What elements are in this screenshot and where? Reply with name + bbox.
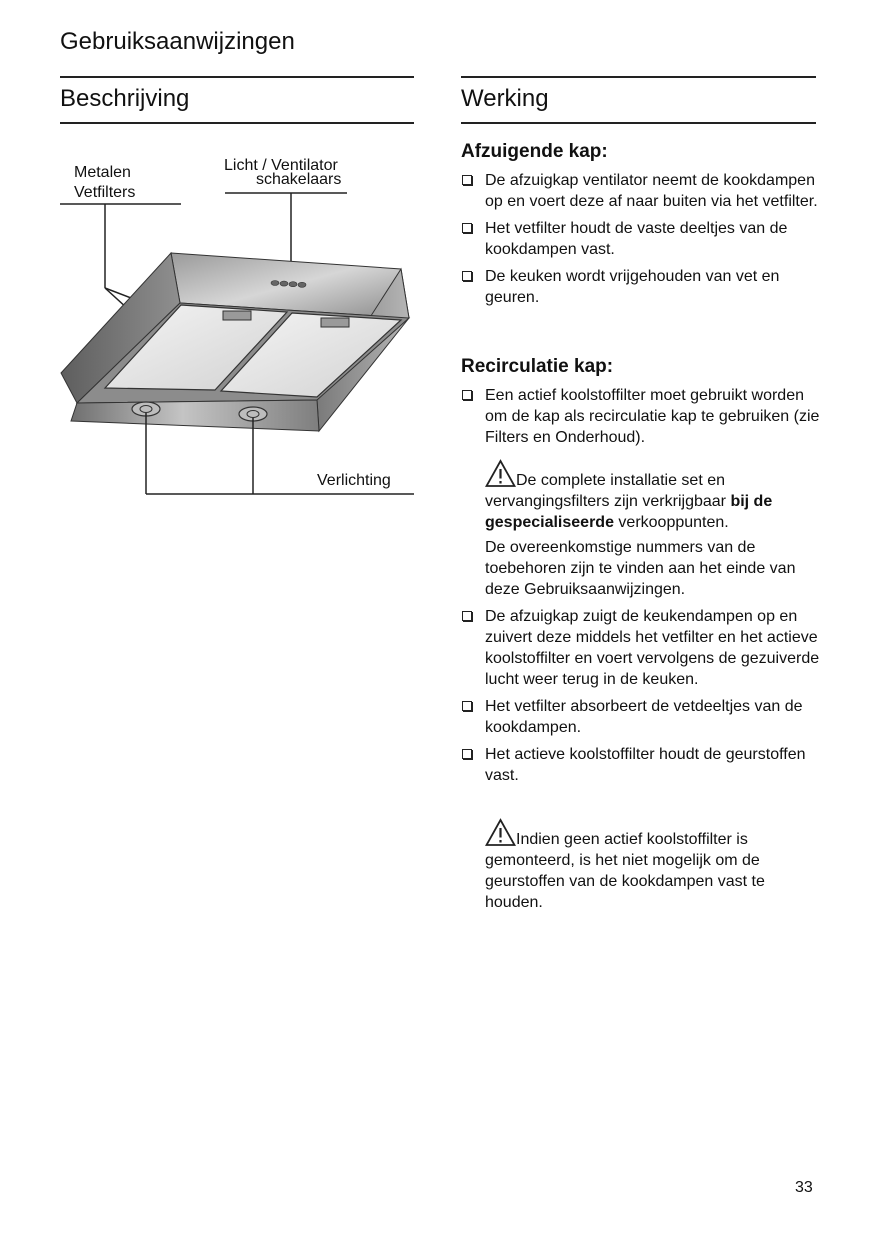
hood-front-panel (71, 400, 319, 431)
checkbox-bullet-icon (462, 390, 472, 400)
right-bottom-rule (461, 122, 816, 124)
recirculation-list-a (461, 385, 821, 454)
checkbox-bullet-icon (462, 701, 472, 711)
recirculation-hood-heading: Recirculatie kap: (461, 356, 614, 377)
filters-label-line2: Vetfilters (74, 184, 136, 201)
extraction-hood-heading: Afzuigende kap: (461, 141, 608, 162)
list-item: Een actief koolstoffilter moet gebruikt worden om de kap als recirculatie kap te gebruiken (zie Filters en Onderhoud). (461, 385, 821, 448)
switch-label-line2: schakelaars (256, 171, 342, 188)
installation-kit-note: De complete installatie set en vervangingsfilters zijn verkrijgbaar bij de gespecialiseerde verkooppunten. (485, 459, 825, 533)
checkbox-bullet-icon (462, 749, 472, 759)
list-item: Het actieve koolstoffilter houdt de geurstoffen vast. (461, 744, 821, 786)
checkbox-bullet-icon (462, 175, 472, 185)
accessories-note: De overeenkomstige nummers van de toebehoren zijn te vinden aan het einde van deze Gebruiksaanwijzingen. (485, 539, 796, 598)
list-item: Het vetfilter houdt de vaste deeltjes van de kookdampen vast. (461, 218, 821, 260)
filter-handle-left (223, 311, 251, 320)
extraction-list (461, 170, 821, 314)
document-title: Gebruiksaanwijzingen (60, 28, 295, 55)
warning-icon (485, 818, 516, 847)
list-item: Het vetfilter absorbeert de vetdeeltjes van de kookdampen. (461, 696, 821, 738)
description-heading: Beschrijving (60, 85, 190, 112)
page-number: 33 (795, 1179, 813, 1196)
list-item: De afzuigkap zuigt de keukendampen op en zuivert deze middels het vetfilter en het actieve koolstoffilter en voert vervolgens de gezuiverde lucht weer terug in de keuken. (461, 606, 821, 690)
range-hood-illustration (55, 185, 425, 505)
recirculation-list-b (461, 606, 821, 792)
warning-icon (485, 459, 516, 488)
carbon-filter-note: Indien geen actief koolstoffilter is gemonteerd, is het niet mogelijk om de geurstoffen van de kookdampen vast te houden. (485, 818, 825, 913)
switch-label-line1: Licht / Ventilator (224, 157, 338, 174)
list-item: De keuken wordt vrijgehouden van vet en geuren. (461, 266, 821, 308)
lighting-label: Verlichting (317, 472, 391, 489)
operation-heading: Werking (461, 85, 549, 112)
checkbox-bullet-icon (462, 611, 472, 621)
left-bottom-rule (60, 122, 414, 124)
list-item: De afzuigkap ventilator neemt de kookdampen op en voert deze af naar buiten via het vetfilter. (461, 170, 821, 212)
left-top-rule (60, 76, 414, 78)
checkbox-bullet-icon (462, 271, 472, 281)
checkbox-bullet-icon (462, 223, 472, 233)
right-top-rule (461, 76, 816, 78)
filters-label-line1: Metalen (74, 164, 131, 181)
filter-handle-right (321, 318, 349, 327)
